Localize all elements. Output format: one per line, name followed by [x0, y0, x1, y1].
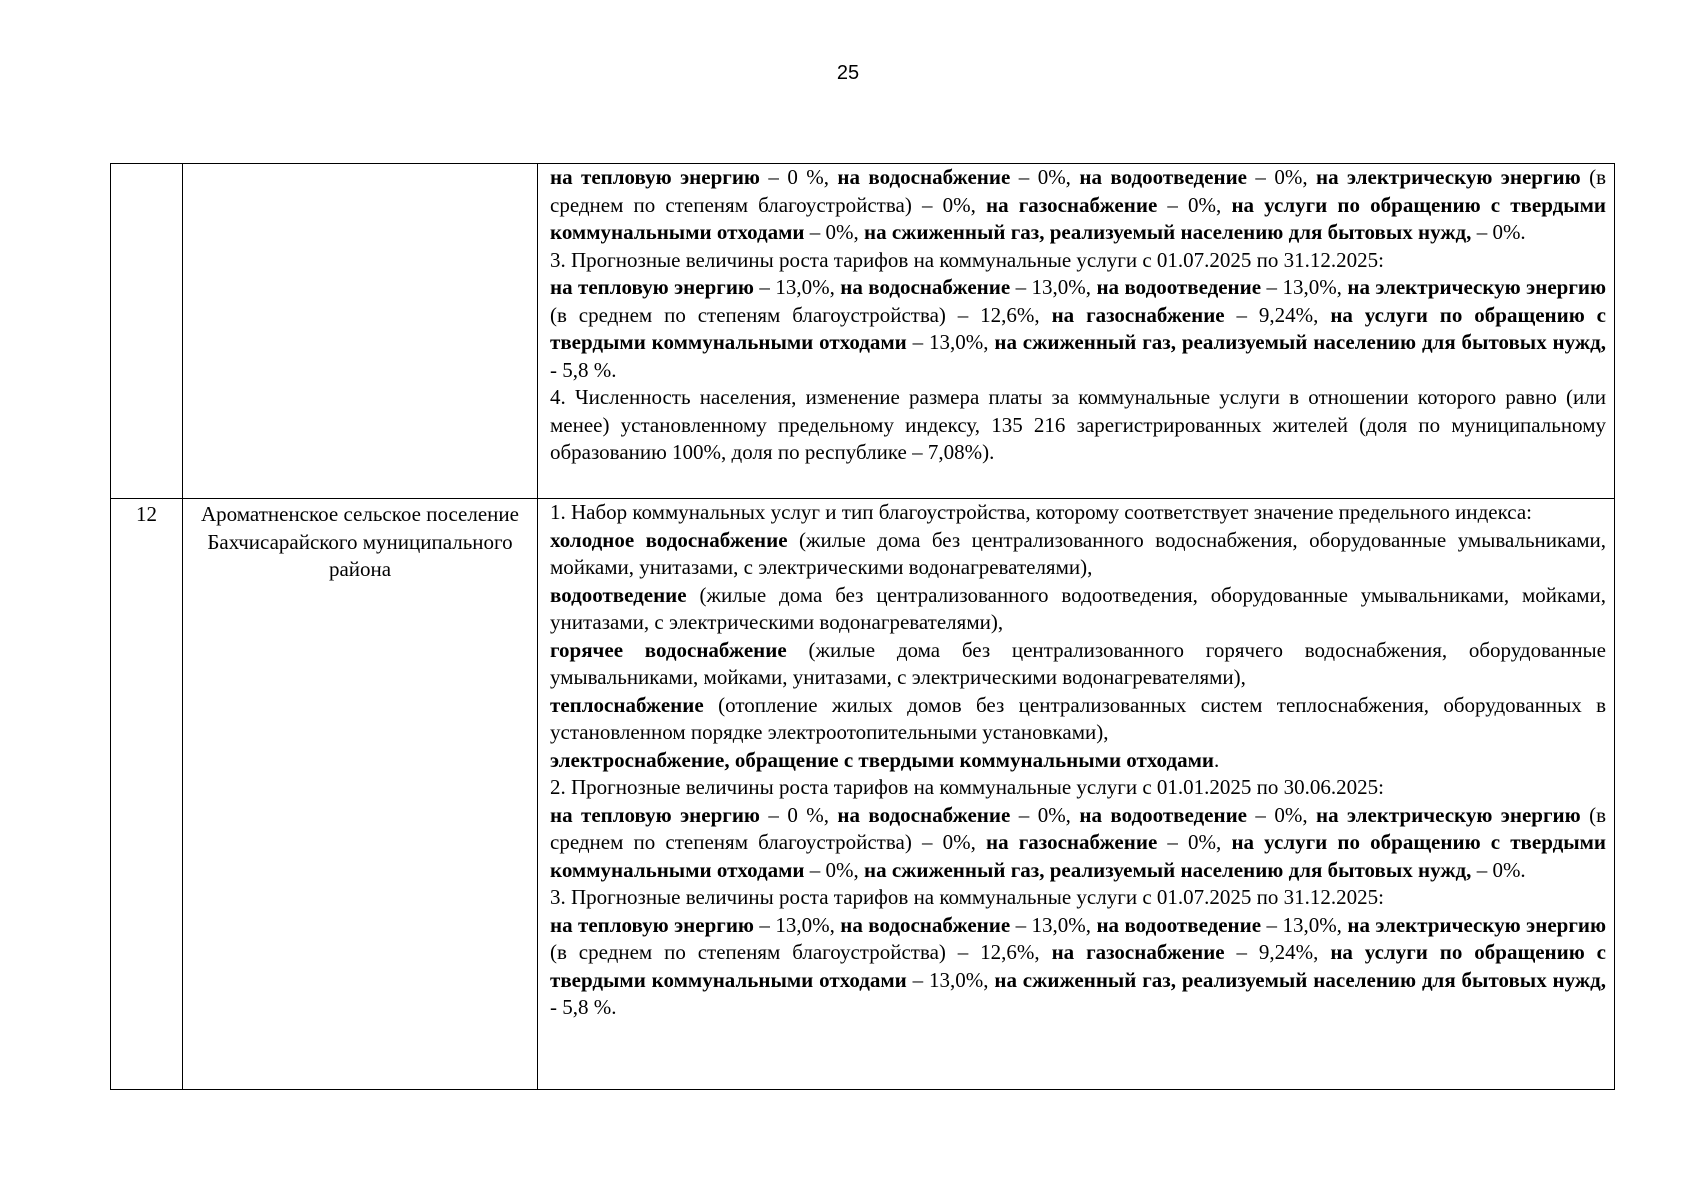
text-run: – 13,0%,: [1010, 275, 1097, 299]
bold-text-run: на сжиженный газ, реализуемый населению для бытовых нужд,: [864, 220, 1472, 244]
text-run: (в среднем по степеням благоустройства) – 0%,: [550, 165, 1606, 217]
bold-text-run: на водоотведение: [1096, 912, 1262, 937]
bold-text-run: на услуги по обращению с твердыми коммунальными отходами: [550, 830, 1607, 882]
paragraph: [550, 499, 1606, 527]
text-run: – 0%,: [1157, 830, 1232, 854]
municipality-name-cell: Ароматненское сельское поселение Бахчисарайского муниципального района: [183, 499, 538, 1090]
text-run: 3. Прогнозные величины роста тарифов на коммунальные услуги с 01.07.2025 по 31.12.2025:: [550, 247, 1384, 272]
paragraph: [550, 384, 1606, 467]
description-cell: [538, 164, 1615, 499]
bold-text-run: на водоснабжение: [840, 275, 1011, 299]
paragraph: [550, 774, 1606, 802]
text-run: - 5,8 %.: [550, 995, 617, 1019]
text-run: – 13,0%,: [1261, 912, 1348, 937]
text-run: .: [1213, 747, 1220, 772]
text-run: – 0%,: [804, 857, 865, 882]
text-run: – 0%,: [1010, 802, 1080, 827]
bold-text-run: на электрическую энергию: [1347, 912, 1607, 937]
text-run: – 0%.: [1471, 857, 1526, 882]
bold-text-run: на услуги по обращению с твердыми коммунальными отходами: [550, 192, 1607, 244]
bold-text-run: на тепловую энергию: [550, 802, 760, 827]
bold-text-run: электроснабжение, обращение с твердыми коммунальными отходами: [550, 747, 1214, 772]
text-run: – 0%,: [1157, 192, 1232, 217]
text-run: (жилые дома без централизованного водоснабжения, оборудованные умывальниками, мойками, унитазами, с электрическими водонагревателями),: [550, 527, 1606, 579]
text-run: 2. Прогнозные величины роста тарифов на коммунальные услуги с 01.01.2025 по 30.06.2025:: [550, 775, 1384, 799]
text-run: 3. Прогнозные величины роста тарифов на коммунальные услуги с 01.07.2025 по 31.12.2025:: [550, 885, 1384, 909]
paragraph: [550, 912, 1606, 1022]
bold-text-run: горячее водоснабжение: [550, 637, 787, 662]
bold-text-run: на тепловую энергию: [550, 165, 760, 189]
municipality-name-cell: [183, 164, 538, 499]
bold-text-run: на электрическую энергию: [1316, 165, 1581, 189]
row-number-cell: 12: [111, 499, 183, 1090]
table-row: [111, 499, 1615, 1090]
description-cell: [538, 499, 1615, 1090]
paragraph: [550, 884, 1606, 912]
text-run: – 13,0%,: [753, 275, 841, 299]
bold-text-run: на сжиженный газ, реализуемый населению для бытовых нужд,: [994, 330, 1606, 354]
text-run: – 0%,: [1246, 165, 1316, 189]
text-run: – 0 %,: [759, 802, 838, 827]
text-run: (жилые дома без централизованного водоотведения, оборудованные умывальниками, мойками, унитазами, с электрическими водонагревателями),: [550, 582, 1606, 634]
paragraph: [550, 582, 1606, 637]
text-run: (в среднем по степеням благоустройства) – 0%,: [550, 802, 1606, 854]
text-run: – 9,24%,: [1224, 302, 1331, 327]
table-row: [111, 164, 1615, 499]
page-number: 25: [836, 62, 860, 84]
paragraph: [550, 692, 1606, 747]
bold-text-run: на сжиженный газ, реализуемый населению для бытовых нужд,: [994, 967, 1606, 992]
bold-text-run: на тепловую энергию: [550, 275, 754, 299]
bold-text-run: на водоотведение: [1096, 275, 1262, 299]
text-run: - 5,8 %.: [550, 357, 617, 382]
paragraph: [550, 247, 1606, 275]
text-run: – 13,0%,: [753, 912, 841, 937]
bold-text-run: на водоснабжение: [840, 912, 1011, 937]
text-run: – 0%.: [1471, 220, 1526, 244]
paragraph: [550, 527, 1606, 582]
text-run: 4. Численность населения, изменение размера платы за коммунальные услуги в отношении которого равно (или менее) установленному предельному индексу, 135 216 зарегистрированных жителей (доля по муниципальному образованию 100%, доля по республике – 7,08%).: [550, 385, 1606, 464]
text-run: – 13,0%,: [906, 967, 995, 992]
bold-text-run: на услуги по обращению с твердыми коммунальными отходами: [550, 302, 1606, 354]
bold-text-run: на газоснабжение: [1051, 940, 1225, 964]
paragraph: [550, 274, 1606, 384]
bold-text-run: на газоснабжение: [985, 192, 1158, 217]
bold-text-run: водоотведение: [550, 582, 687, 607]
paragraph: [550, 747, 1606, 775]
paragraph: [550, 164, 1606, 247]
text-run: – 13,0%,: [906, 330, 995, 354]
tariff-table: [110, 163, 1615, 1090]
text-run: 1. Набор коммунальных услуг и тип благоустройства, которому соответствует значение предельного индекса:: [550, 500, 1532, 524]
row-number-cell: [111, 164, 183, 499]
text-run: (в среднем по степеням благоустройства) – 12,6%,: [550, 940, 1052, 964]
bold-text-run: на водоснабжение: [837, 165, 1011, 189]
bold-text-run: на водоотведение: [1079, 802, 1247, 827]
text-run: – 9,24%,: [1224, 940, 1331, 964]
text-run: – 0 %,: [759, 165, 838, 189]
text-run: – 0%,: [804, 220, 865, 244]
text-run: (в среднем по степеням благоустройства) – 12,6%,: [550, 302, 1052, 327]
text-run: (отопление жилых домов без централизованных систем теплоснабжения, оборудованных в установленном порядке электроотопительными установками),: [550, 692, 1606, 744]
bold-text-run: на сжиженный газ, реализуемый населению для бытовых нужд,: [864, 857, 1472, 882]
bold-text-run: на услуги по обращению с твердыми коммунальными отходами: [550, 940, 1606, 992]
text-run: – 0%,: [1010, 165, 1080, 189]
bold-text-run: холодное водоснабжение: [550, 527, 788, 552]
paragraph: [550, 802, 1606, 885]
bold-text-run: на водоснабжение: [837, 802, 1011, 827]
text-run: – 13,0%,: [1010, 912, 1097, 937]
bold-text-run: на электрическую энергию: [1316, 802, 1581, 827]
bold-text-run: теплоснабжение: [550, 692, 704, 717]
bold-text-run: на газоснабжение: [1051, 302, 1225, 327]
bold-text-run: на газоснабжение: [985, 830, 1158, 854]
text-run: (жилые дома без централизованного горячего водоснабжения, оборудованные умывальниками, мойками, унитазами, с электрическими водонагревателями),: [550, 637, 1606, 689]
bold-text-run: на электрическую энергию: [1347, 275, 1607, 299]
paragraph: [550, 637, 1606, 692]
text-run: – 13,0%,: [1261, 275, 1348, 299]
bold-text-run: на водоотведение: [1079, 165, 1247, 189]
text-run: – 0%,: [1246, 802, 1316, 827]
bold-text-run: на тепловую энергию: [550, 912, 754, 937]
